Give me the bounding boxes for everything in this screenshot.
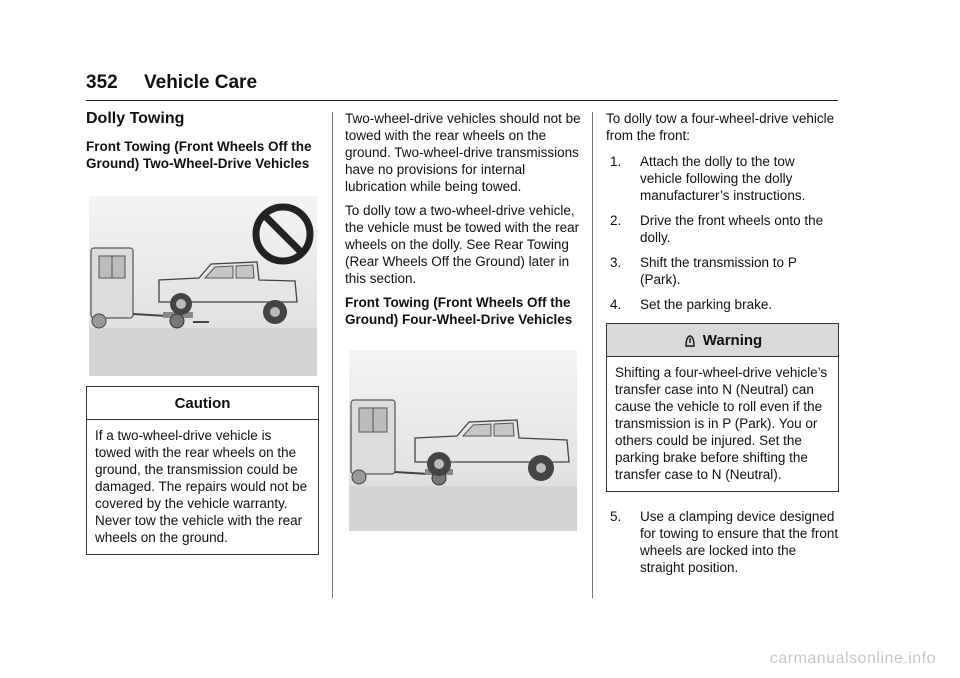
step-list xyxy=(606,153,839,313)
warning-header xyxy=(607,324,838,357)
warning-symbol-icon xyxy=(683,334,697,348)
list-item: 2. Drive the front wheels onto the dolly. xyxy=(610,213,824,245)
caution-box xyxy=(86,386,319,555)
subheading: Front Towing (Front Wheels Off the Ground) Two-Wheel-Drive Vehicles xyxy=(86,139,312,171)
list-item: 1. Attach the dolly to the tow vehicle following the dolly manufacturer’s instructions. xyxy=(610,154,806,203)
two-wheel-drive-towing-illustration xyxy=(89,196,317,376)
list-item: 4. Set the parking brake. xyxy=(610,297,773,312)
column-2 xyxy=(345,110,581,531)
paragraph: Two-wheel-drive vehicles should not be towed with the rear wheels on the ground. Two-wheel-drive transmissions have no provisions for internal lubrication while being towed. xyxy=(345,111,581,194)
warning-box xyxy=(606,323,839,492)
column-divider xyxy=(332,112,333,598)
list-item: 3. Shift the transmission to P (Park). xyxy=(610,255,797,287)
running-title: Vehicle Care xyxy=(144,72,258,93)
intro-paragraph: To dolly tow a four-wheel-drive vehicle from the front: xyxy=(606,111,835,143)
watermark: carmanualsonline.info xyxy=(769,650,936,667)
four-wheel-drive-towing-illustration xyxy=(349,350,577,531)
caution-title: Caution xyxy=(87,387,318,420)
column-divider xyxy=(592,112,593,598)
section-title: Dolly Towing xyxy=(86,110,185,127)
page-number: 352 xyxy=(86,72,118,93)
column-3 xyxy=(606,110,839,584)
subheading: Front Towing (Front Wheels Off the Ground) Four-Wheel-Drive Vehicles xyxy=(345,295,573,327)
page-header xyxy=(86,70,838,101)
warning-body: Shifting a four-wheel-drive vehicle’s transfer case into N (Neutral) can cause the vehicle to roll even if the transmission is in P (Park). You or others could be injured. Set the parking brake before shifting the transfer case to N (Neutral). xyxy=(615,365,828,482)
caution-body: If a two-wheel-drive vehicle is towed with the rear wheels on the ground, the transmission could be damaged. The repairs would not be covered by the vehicle warranty. Never tow the vehicle with the rear wheels on the ground. xyxy=(95,428,308,545)
list-item: 5. Use a clamping device designed for towing to ensure that the front wheels are locked into the straight position. xyxy=(610,509,839,575)
warning-title: Warning xyxy=(702,332,763,349)
paragraph: To dolly tow a two-wheel-drive vehicle, the vehicle must be towed with the rear wheels on the dolly. See Rear Towing (Rear Wheels Off the Ground) later in this section. xyxy=(345,203,580,286)
column-1 xyxy=(86,110,319,555)
